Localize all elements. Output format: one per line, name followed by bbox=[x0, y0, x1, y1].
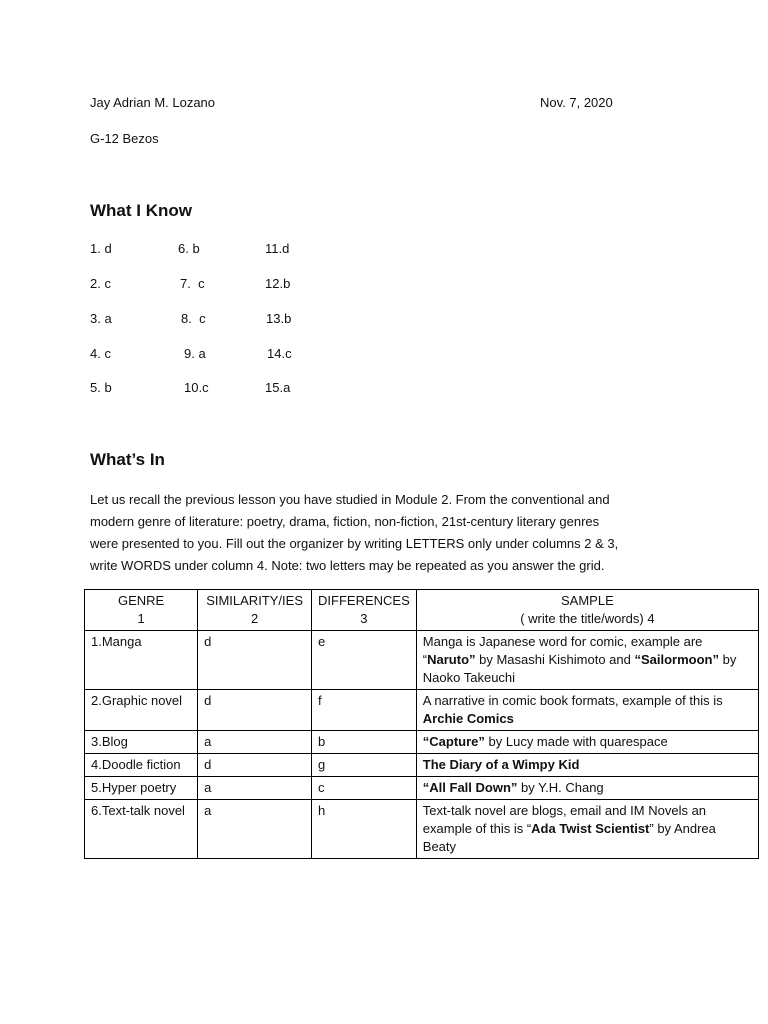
table-row bbox=[85, 800, 759, 859]
student-name: Jay Adrian M. Lozano bbox=[90, 95, 216, 110]
sample-text: ” by Andrea Beaty bbox=[422, 821, 716, 854]
student-section: G-12 Bezos bbox=[90, 131, 159, 146]
sample-title: “Sailormoon” bbox=[634, 652, 719, 667]
sample-text: Text-talk novel are blogs, email and IM Novels an example of this is “ bbox=[422, 803, 707, 836]
sample-title: Ada Twist Scientist bbox=[531, 821, 650, 836]
difference-cell: b bbox=[312, 731, 417, 754]
sample-cell bbox=[416, 777, 758, 800]
sample-text: by Naoko Takeuchi bbox=[422, 652, 737, 685]
genre-cell: 2.Graphic novel bbox=[85, 690, 198, 731]
sample-text: by Y.H. Chang bbox=[517, 780, 604, 795]
answer-item: 13.b bbox=[266, 311, 292, 326]
genre-cell: 5.Hyper poetry bbox=[85, 777, 198, 800]
genre-cell: 4.Doodle fiction bbox=[85, 754, 198, 777]
whats-in-heading: What’s In bbox=[90, 450, 165, 469]
sample-title: Archie Comics bbox=[422, 711, 514, 726]
answer-item: 11.d bbox=[265, 241, 290, 256]
difference-cell: g bbox=[312, 754, 417, 777]
difference-cell: c bbox=[312, 777, 417, 800]
paragraph-line: write WORDS under column 4. Note: two letters may be repeated as you answer the grid. bbox=[90, 558, 605, 573]
paragraph-line: were presented to you. Fill out the organizer by writing LETTERS only under columns 2 & 3, bbox=[90, 536, 619, 551]
table-row bbox=[85, 690, 759, 731]
sample-text: by Masashi Kishimoto and bbox=[475, 652, 635, 667]
answer-item: 10.c bbox=[184, 380, 209, 395]
difference-cell: h bbox=[312, 800, 417, 859]
header-sample bbox=[416, 590, 758, 631]
genre-cell: 6.Text-talk novel bbox=[85, 800, 198, 859]
paragraph-line: modern genre of literature: poetry, drama, fiction, non-fiction, 21st-century literary genres bbox=[90, 514, 600, 529]
header-label: DIFFERENCES bbox=[318, 593, 410, 608]
answer-item: 12.b bbox=[265, 276, 291, 291]
sample-title: The Diary of a Wimpy Kid bbox=[422, 757, 580, 772]
difference-cell: e bbox=[312, 631, 417, 690]
similarity-cell: a bbox=[198, 777, 312, 800]
answer-item: 14.c bbox=[267, 346, 292, 361]
answer-item: 5. b bbox=[90, 380, 112, 395]
genre-cell: 3.Blog bbox=[85, 731, 198, 754]
answer-item: 9. a bbox=[184, 346, 206, 361]
header-label: SAMPLE bbox=[561, 593, 614, 608]
answer-item: 4. c bbox=[90, 346, 111, 361]
answer-item: 3. a bbox=[90, 311, 112, 326]
answer-item: 7. c bbox=[180, 276, 205, 291]
document-date: Nov. 7, 2020 bbox=[540, 95, 613, 110]
answer-item: 15.a bbox=[265, 380, 291, 395]
sample-title: “All Fall Down” bbox=[422, 780, 518, 795]
answer-item: 8. c bbox=[181, 311, 206, 326]
table-header-row bbox=[85, 590, 759, 631]
table-row bbox=[85, 731, 759, 754]
sample-cell bbox=[416, 690, 758, 731]
paragraph-line: Let us recall the previous lesson you have studied in Module 2. From the conventional and bbox=[90, 492, 610, 507]
sample-cell bbox=[416, 631, 758, 690]
sample-text: by Lucy made with quarespace bbox=[484, 734, 668, 749]
sample-cell bbox=[416, 754, 758, 777]
answer-item: 1. d bbox=[90, 241, 112, 256]
table-row bbox=[85, 631, 759, 690]
header-label: SIMILARITY/IES bbox=[206, 593, 303, 608]
header-number: 2 bbox=[250, 611, 259, 626]
sample-title: “Capture” bbox=[422, 734, 485, 749]
sample-cell bbox=[416, 731, 758, 754]
sample-title: Naruto” bbox=[427, 652, 476, 667]
instructions-paragraph bbox=[90, 489, 690, 577]
header-number: ( write the title/words) 4 bbox=[520, 611, 655, 626]
table-row bbox=[85, 754, 759, 777]
similarity-cell: a bbox=[198, 800, 312, 859]
header-number: 3 bbox=[360, 611, 368, 626]
table-row bbox=[85, 777, 759, 800]
answer-item: 6. b bbox=[178, 241, 200, 256]
header-similarity bbox=[198, 590, 312, 631]
sample-text: A narrative in comic book formats, example of this is bbox=[422, 693, 723, 708]
similarity-cell: d bbox=[198, 631, 312, 690]
sample-cell bbox=[416, 800, 758, 859]
difference-cell: f bbox=[312, 690, 417, 731]
header-number: 1 bbox=[137, 611, 145, 626]
genre-cell: 1.Manga bbox=[85, 631, 198, 690]
similarity-cell: a bbox=[198, 731, 312, 754]
similarity-cell: d bbox=[198, 754, 312, 777]
header-differences bbox=[312, 590, 417, 631]
sample-text: Manga is Japanese word for comic, example are “ bbox=[422, 634, 703, 667]
header-genre bbox=[85, 590, 198, 631]
genre-organizer-table bbox=[84, 589, 759, 859]
answer-item: 2. c bbox=[90, 276, 111, 291]
similarity-cell: d bbox=[198, 690, 312, 731]
what-i-know-heading: What I Know bbox=[90, 201, 192, 220]
header-label: GENRE bbox=[117, 593, 165, 608]
